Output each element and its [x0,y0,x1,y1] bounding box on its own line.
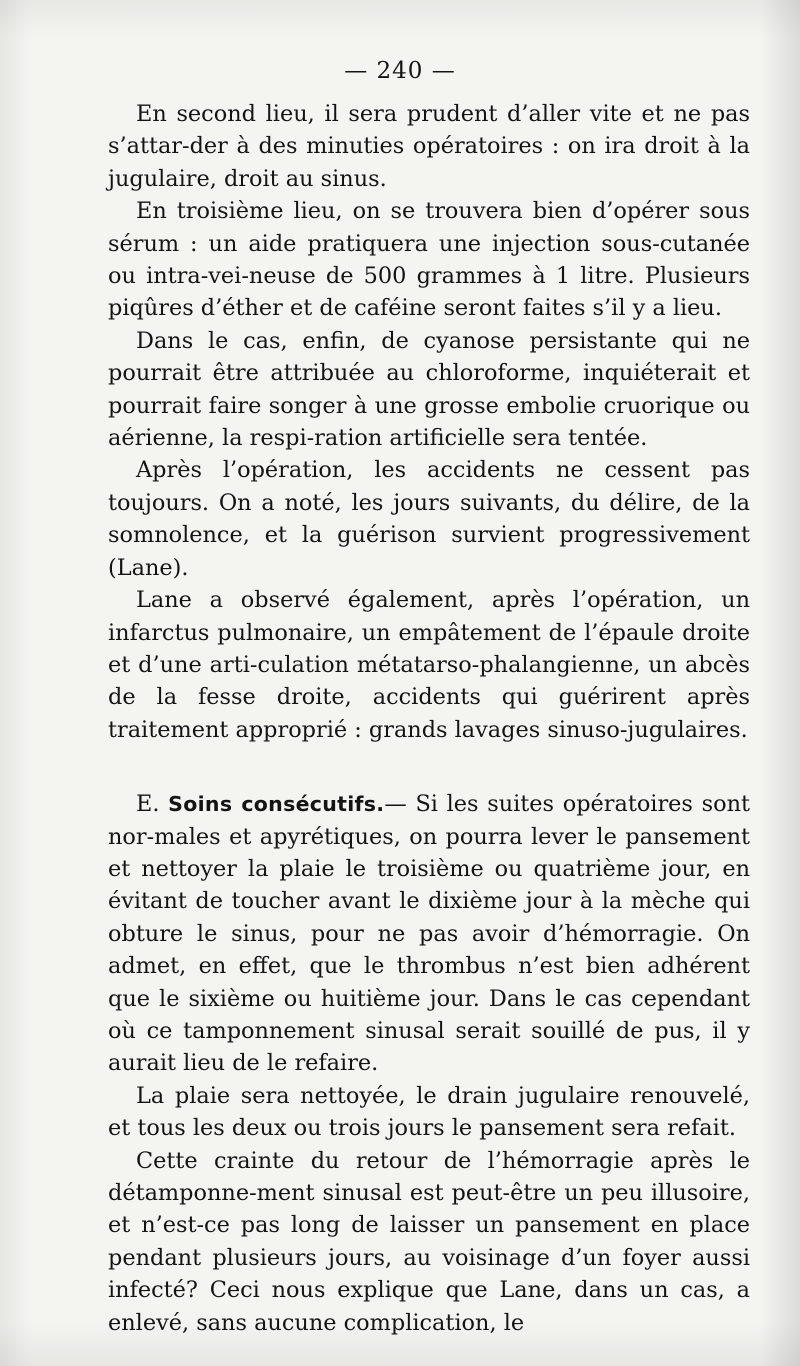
body-text [108,98,750,1339]
section-letter: E. [136,791,160,818]
section-dash: — [384,791,407,818]
paragraph-after-operation: Après l’opération, les accidents ne cessent pas toujours. On a noté, les jours suivants, du délire, de la somnolence, et la guérison survient progressivement (Lane). [108,457,750,581]
section-e-intro-paragraph [108,788,750,1080]
paragraph-wound-cleaning: La plaie sera nettoyée, le drain jugulaire renouvelé, et tous les deux ou trois jours le pansement sera refait. [108,1082,750,1142]
page-number: — 240 — [344,58,456,84]
paragraph-hemorrhage-fear: Cette crainte du retour de l’hémorragie après le détamponne-ment sinusal est peut-être un peu illusoire, et n’est-ce pas long de laisser un pansement en place pendant plusieurs jours, au voisinage d’un foyer aussi infecté? Ceci nous explique que Lane, dans un cas, a enlevé, sans aucune complication, le [108,1147,750,1336]
section-title: Soins consécutifs. [168,792,385,817]
paragraph-third-point: En troisième lieu, on se trouvera bien d’opérer sous sérum : un aide pratiquera une injection sous-cutanée ou intra-vei-neuse de 500 grammes à 1 litre. Plusieurs piqûres d’éther et de caféine seront faites s’il y a lieu. [108,198,750,322]
paragraph-lane-observation: Lane a observé également, après l’opération, un infarctus pulmonaire, un empâtement de l’épaule droite et d’une arti-culation métatarso-phalangienne, un abcès de la fesse droite, accidents qui guérirent après traitement approprié : grands lavages sinuso-jugulaires. [108,587,750,743]
paragraph-second-point: En second lieu, il sera prudent d’aller vite et ne pas s’attar-der à des minuties opératoires : on ira droit à la jugulaire, droit au sinus. [108,101,750,192]
paragraph-cyanosis: Dans le cas, enfin, de cyanose persistante qui ne pourrait être attribuée au chloroforme, inquiéterait et pourrait faire songer à une grosse embolie cruorique ou aérienne, la respi-ration artificielle sera tentée. [108,327,750,452]
section-spacer [108,746,750,788]
section-intro-text: Si les suites opératoires sont nor-males et apyrétiques, on pourra lever le pansement et nettoyer la plaie le troisième ou quatrième jour, en évitant de toucher avant le dixième jour à la mèche qui obture le sinus, pour ne pas avoir d’hémorragie. On admet, en effet, que le thrombus n’est bien adhérent que le sixième ou huitième jour. Dans le cas cependant où ce tamponnement sinusal serait souillé de pus, il y aurait lieu de le refaire. [108,791,750,1077]
